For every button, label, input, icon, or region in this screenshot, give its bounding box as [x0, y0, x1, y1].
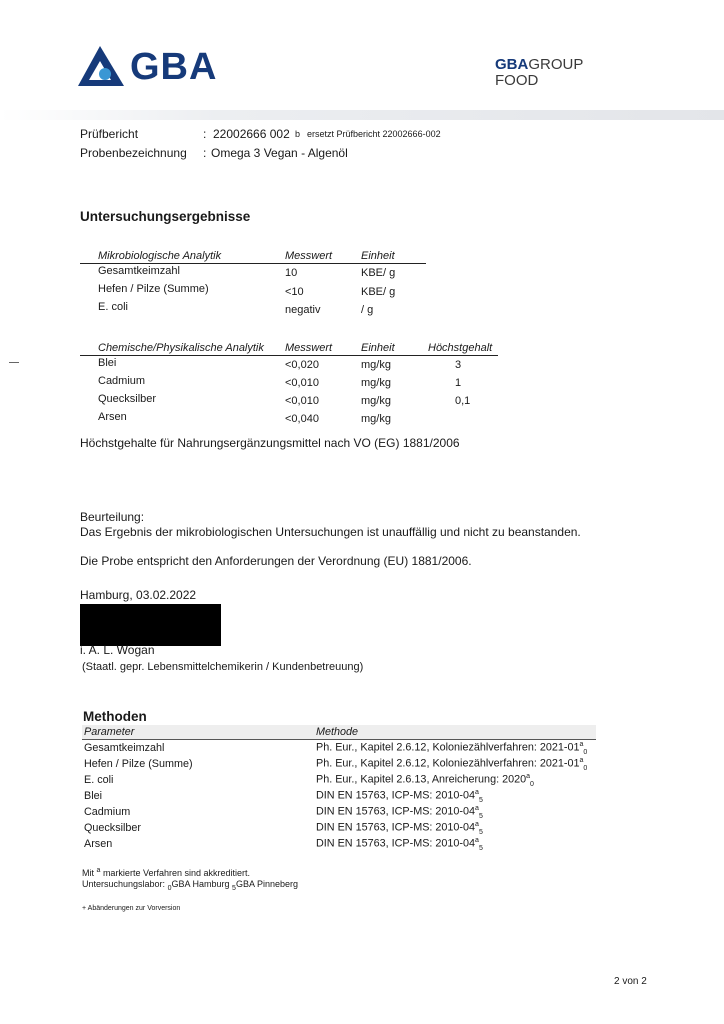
method-param: Blei: [84, 790, 103, 802]
chem-row-value: <0,010: [285, 377, 319, 389]
results-title: Untersuchungsergebnisse: [80, 209, 251, 224]
group-logo-bold: GBA: [495, 56, 529, 73]
method-param: Cadmium: [84, 806, 131, 818]
methods-header-method: Methode: [314, 725, 596, 740]
accredited-mark: a: [475, 788, 479, 796]
method-text: Ph. Eur., Kapitel 2.6.13, Anreicherung: 2020: [316, 773, 527, 786]
lab-code: 0: [583, 748, 588, 756]
lab-code: 0: [583, 764, 588, 772]
assessment-line2: Die Probe entspricht den Anforderungen der Verordnung (EU) 1881/2006.: [80, 554, 472, 568]
changes-footnote: + Abänderungen zur Vorversion: [82, 905, 181, 912]
chem-header-max: Höchstgehalt: [428, 342, 493, 354]
method-text: DIN EN 15763, ICP-MS: 2010-04: [316, 789, 476, 802]
lab2-name: GBA Pinneberg: [235, 879, 298, 889]
chem-row-unit: mg/kg: [361, 413, 391, 425]
method-text: Ph. Eur., Kapitel 2.6.12, Koloniezählverfahren: 2021-01: [316, 757, 580, 770]
table-row: [82, 788, 596, 804]
chem-row-unit: mg/kg: [361, 377, 391, 389]
report-number: 22002666 002: [213, 127, 290, 141]
chem-row-unit: mg/kg: [361, 359, 391, 371]
chem-row-unit: mg/kg: [361, 395, 391, 407]
lab-code: 0: [530, 780, 534, 788]
colon-report: :: [203, 127, 207, 141]
method-cell: [314, 836, 596, 852]
micro-header-param: Mikrobiologische Analytik: [98, 250, 222, 262]
sample-name: Omega 3 Vegan - Algenöl: [211, 146, 348, 160]
chem-row-value: <0,040: [285, 413, 319, 425]
lab1-code: 0: [167, 884, 172, 892]
method-param: Gesamtkeimzahl: [84, 742, 165, 754]
micro-header-unit: Einheit: [361, 250, 395, 262]
lab-code: 5: [478, 796, 483, 804]
accredited-mark: a: [579, 740, 584, 748]
chem-row-value: <0,020: [285, 359, 319, 371]
gba-group-logo: [495, 57, 583, 89]
micro-row-param: E. coli: [98, 301, 128, 313]
note-prefix: Mit: [82, 868, 94, 878]
gba-logo-text: GBA: [130, 46, 218, 88]
lab-code: 5: [478, 844, 483, 852]
accredited-mark: a: [475, 836, 479, 844]
method-param: Hefen / Pilze (Summe): [84, 758, 193, 770]
method-param: Quecksilber: [84, 822, 142, 834]
assessment-line1: Das Ergebnis der mikrobiologischen Untersuchungen ist unauffällig und nicht zu beanstanden.: [80, 525, 581, 539]
labs-line: [82, 879, 298, 892]
micro-row-value: negativ: [285, 304, 321, 316]
table-row: [82, 820, 596, 836]
chem-header-param: Chemische/Physikalische Analytik: [98, 342, 264, 354]
micro-row-unit: / g: [361, 304, 374, 316]
accredited-mark: a: [526, 772, 530, 780]
method-text: DIN EN 15763, ICP-MS: 2010-04: [316, 805, 476, 818]
chem-footnote: Höchstgehalte für Nahrungsergänzungsmittel nach VO (EG) 1881/2006: [80, 436, 460, 450]
micro-row-value: <10: [285, 286, 304, 298]
micro-header-rule: [80, 263, 426, 264]
method-param: E. coli: [84, 774, 114, 786]
gba-logo-icon: [78, 46, 126, 86]
report-note: ersetzt Prüfbericht 22002666-002: [307, 129, 441, 139]
accredited-mark: a: [475, 820, 479, 828]
signer-name: i. A. L. Wogan: [80, 643, 155, 657]
group-logo-food: FOOD: [495, 72, 539, 89]
chem-row-max: 1: [455, 377, 462, 389]
header-band: [0, 110, 724, 120]
label-report: Prüfbericht: [80, 127, 139, 141]
lab-code: 5: [478, 812, 483, 820]
method-text: DIN EN 15763, ICP-MS: 2010-04: [316, 821, 476, 834]
accredited-mark: a: [475, 804, 479, 812]
method-cell: [314, 772, 596, 788]
lab-code: 5: [478, 828, 483, 836]
page-number: 2 von 2: [614, 976, 647, 987]
chem-header-unit: Einheit: [361, 342, 395, 354]
method-cell: [314, 756, 596, 772]
micro-row-unit: KBE/ g: [361, 267, 396, 279]
methods-title: Methoden: [83, 709, 147, 724]
table-row: [82, 740, 596, 757]
note-mark: a: [96, 867, 101, 874]
label-sample: Probenbezeichnung: [80, 146, 187, 160]
assessment-title: Beurteilung:: [80, 510, 145, 524]
methods-table: [82, 725, 596, 852]
method-cell: [314, 740, 596, 757]
note-rest: markierte Verfahren sind akkreditiert.: [102, 868, 251, 878]
method-text: Ph. Eur., Kapitel 2.6.12, Koloniezählverfahren: 2021-01: [316, 741, 580, 754]
method-cell: [314, 788, 596, 804]
method-param: Arsen: [84, 838, 113, 850]
method-cell: [314, 820, 596, 836]
method-text: DIN EN 15763, ICP-MS: 2010-04: [316, 837, 476, 850]
chem-row-value: <0,010: [285, 395, 319, 407]
table-row: [82, 756, 596, 772]
micro-row-param: Hefen / Pilze (Summe): [98, 283, 209, 295]
accredited-mark: a: [579, 756, 584, 764]
micro-row-unit: KBE/ g: [361, 286, 396, 298]
chem-header-value: Messwert: [285, 342, 333, 354]
chem-row-param: Quecksilber: [98, 393, 157, 405]
signer-role: (Staatl. gepr. Lebensmittelchemikerin / Kundenbetreuung): [82, 661, 364, 673]
chem-row-param: Blei: [98, 357, 117, 369]
lab1-name: GBA Hamburg: [171, 879, 230, 889]
chem-row-param: Arsen: [98, 411, 127, 423]
labs-prefix: Untersuchungslabor:: [82, 879, 166, 889]
micro-header-value: Messwert: [285, 250, 333, 262]
method-cell: [314, 804, 596, 820]
chem-row-param: Cadmium: [98, 375, 146, 387]
group-logo-rest: GROUP: [528, 56, 584, 73]
margin-mark: [9, 362, 19, 363]
micro-row-param: Gesamtkeimzahl: [98, 265, 180, 277]
methods-header-row: [82, 725, 596, 740]
chem-row-max: 3: [455, 359, 462, 371]
methods-header-param: Parameter: [82, 725, 314, 740]
place-date: Hamburg, 03.02.2022: [80, 588, 197, 602]
chem-header-rule: [80, 355, 498, 356]
micro-row-value: 10: [285, 267, 298, 279]
colon-sample: :: [203, 146, 207, 160]
redacted-signature: [80, 604, 221, 646]
table-row: [82, 836, 596, 852]
chem-row-max: 0,1: [455, 395, 471, 407]
lab2-code: 5: [232, 884, 236, 892]
table-row: [82, 804, 596, 820]
table-row: [82, 772, 596, 788]
report-suffix: b: [295, 129, 301, 139]
accreditation-note: [82, 867, 250, 878]
